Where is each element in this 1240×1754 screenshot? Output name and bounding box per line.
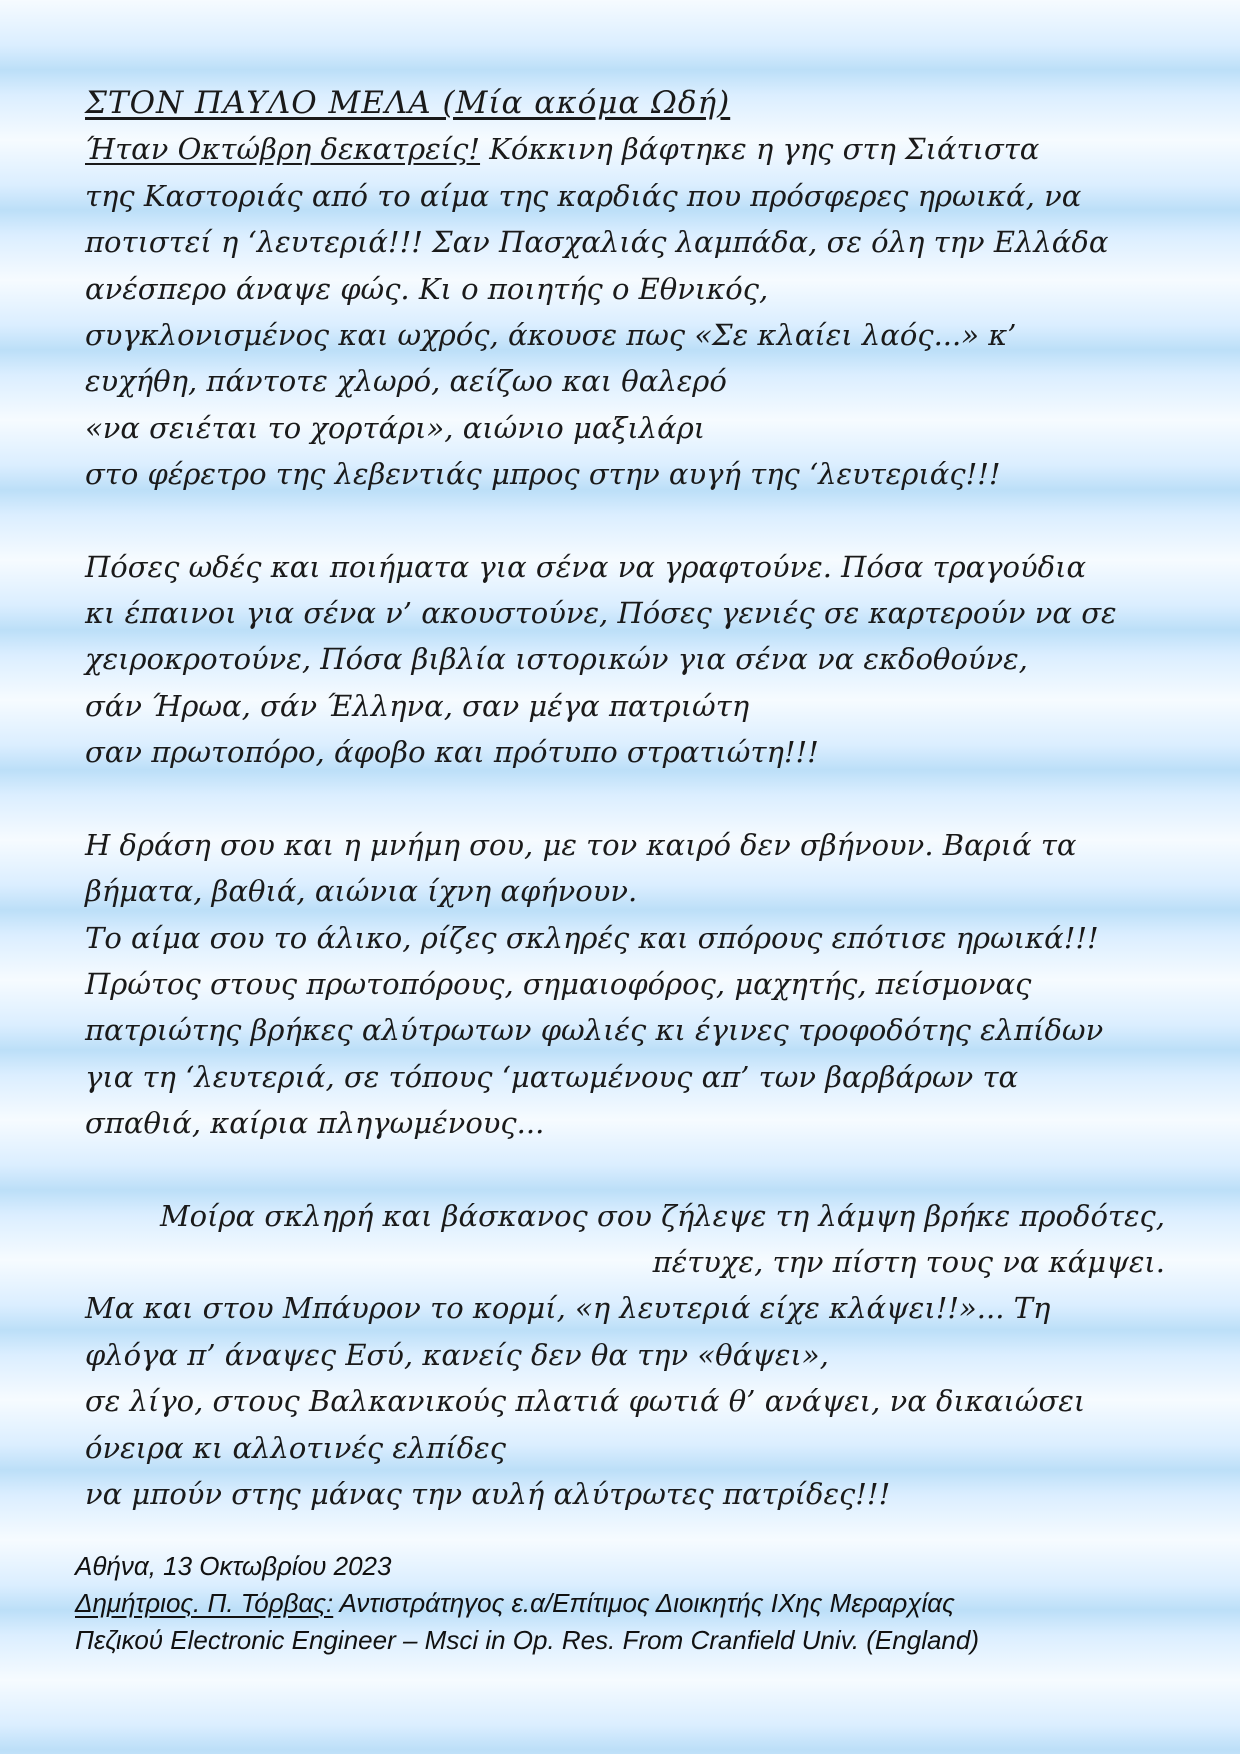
stanza-line: πατριώτης βρήκες αλύτρωτων φωλιές κι έγινες τροφοδότης ελπίδων (85, 1013, 1104, 1048)
stanza-gap (85, 1147, 1165, 1193)
stanza-line: της Καστοριάς από το αίμα της καρδιάς που πρόσφερες ηρωικά, να (85, 178, 1082, 213)
stanza-line (85, 126, 1165, 172)
author-line (75, 1585, 1175, 1622)
stanza-line: Το αίμα σου το άλικο, ρίζες σκληρές και σπόρους επότισε ηρωικά!!! (85, 920, 1099, 955)
stanza-line: κι έπαινοι για σένα ν’ ακουστούνε, Πόσες γενιές σε καρτερούν να σε (85, 596, 1117, 631)
stanza-line: «να σειέται το χορτάρι», αιώνιο μαξιλάρι (85, 410, 706, 445)
stanza-line: χειροκροτούνε, Πόσα βιβλία ιστορικών για σένα να εκδοθούνε, (85, 642, 1028, 677)
stanza-line: ευχήθη, πάντοτε χλωρό, αείζωο και θαλερό (85, 364, 727, 399)
stanza-line: συγκλονισμένος και ωχρός, άκουσε πως «Σε κλαίει λαός...» κ’ (85, 318, 1017, 353)
place-date: Αθήνα, 13 Οκτωβρίου 2023 (75, 1551, 392, 1581)
stanza-line: Η δράση σου και η μνήμη σου, με τον καιρό δεν σβήνουν. Βαριά τα (85, 827, 1077, 862)
stanza-2 (85, 544, 1165, 776)
opening-phrase: Ήταν Οκτώβρη δεκατρείς! (85, 132, 481, 167)
stanza-line: Μα και στου Μπάυρον το κορμί, «η λευτεριά είχε κλάψει!!»... Τη (85, 1291, 1051, 1326)
stanza-line: πέτυχε, την πίστη τους να κάμψει. (652, 1244, 1165, 1279)
author-role: Αντιστράτηγος ε.α/Επίτιμος Διοικητής ΙΧης Μεραρχίας (333, 1588, 955, 1618)
signature-block (75, 1548, 1175, 1659)
stanza-line: όνειρα κι αλλοτινές ελπίδες (85, 1430, 506, 1465)
poem (85, 80, 1165, 1517)
stanza-line: στο φέρετρο της λεβεντιάς μπρος στην αυγή της ‘λευτεριάς!!! (85, 457, 1001, 492)
stanza-line: φλόγα π’ άναψες Εσύ, κανείς δεν θα την «θάψει», (85, 1337, 829, 1372)
poem-title: ΣΤΟΝ ΠΑΥΛΟ ΜΕΛΑ (Μία ακόμα Ωδή) (85, 85, 731, 121)
stanza-line: σε λίγο, στους Βαλκανικούς πλατιά φωτιά θ’ ανάψει, να δικαιώσει (85, 1384, 1086, 1419)
poem-page (85, 80, 1165, 1517)
stanza-4 (85, 1193, 1165, 1518)
stanza-gap (85, 776, 1165, 822)
stanza-line: Μοίρα σκληρή και βάσκανος σου ζήλεψε τη λάμψη βρήκε προδότες, (159, 1198, 1165, 1233)
stanza-line: σαν πρωτοπόρο, άφοβο και πρότυπο στρατιώτη!!! (85, 735, 819, 770)
stanza-gap (85, 498, 1165, 544)
stanza-line: να μπούν στης μάνας την αυλή αλύτρωτες πατρίδες!!! (85, 1476, 891, 1511)
author-credentials: Πεζικού Electronic Engineer – Msci in Op. Res. From Cranfield Univ. (England) (75, 1625, 980, 1655)
stanza-line: ανέσπερο άναψε φώς. Κι ο ποιητής ο Εθνικός, (85, 271, 769, 306)
stanza-line: σπαθιά, καίρια πληγωμένους... (85, 1106, 545, 1141)
stanza-line: για τη ‘λευτεριά, σε τόπους ‘ματωμένους απ’ των βαρβάρων τα (85, 1059, 1019, 1094)
stanza-line: βήματα, βαθιά, αιώνια ίχνη αφήνουν. (85, 874, 638, 909)
author-name: Δημήτριος. Π. Τόρβας: (75, 1588, 334, 1618)
stanza-line: Πρώτος στους πρωτοπόρους, σημαιοφόρος, μαχητής, πείσμονας (85, 966, 1032, 1001)
opening-line-rest: Κόκκινη βάφτηκε η γης στη Σιάτιστα (480, 132, 1040, 167)
stanza-line: ποτιστεί η ‘λευτεριά!!! Σαν Πασχαλιάς λαμπάδα, σε όλη την Ελλάδα (85, 225, 1109, 260)
stanza-3 (85, 822, 1165, 1147)
stanza-1 (85, 126, 1165, 497)
stanza-line: σάν Ήρωα, σάν Έλληνα, σαν μέγα πατριώτη (85, 688, 750, 723)
stanza-line: Πόσες ωδές και ποιήματα για σένα να γραφτούνε. Πόσα τραγούδια (85, 549, 1087, 584)
